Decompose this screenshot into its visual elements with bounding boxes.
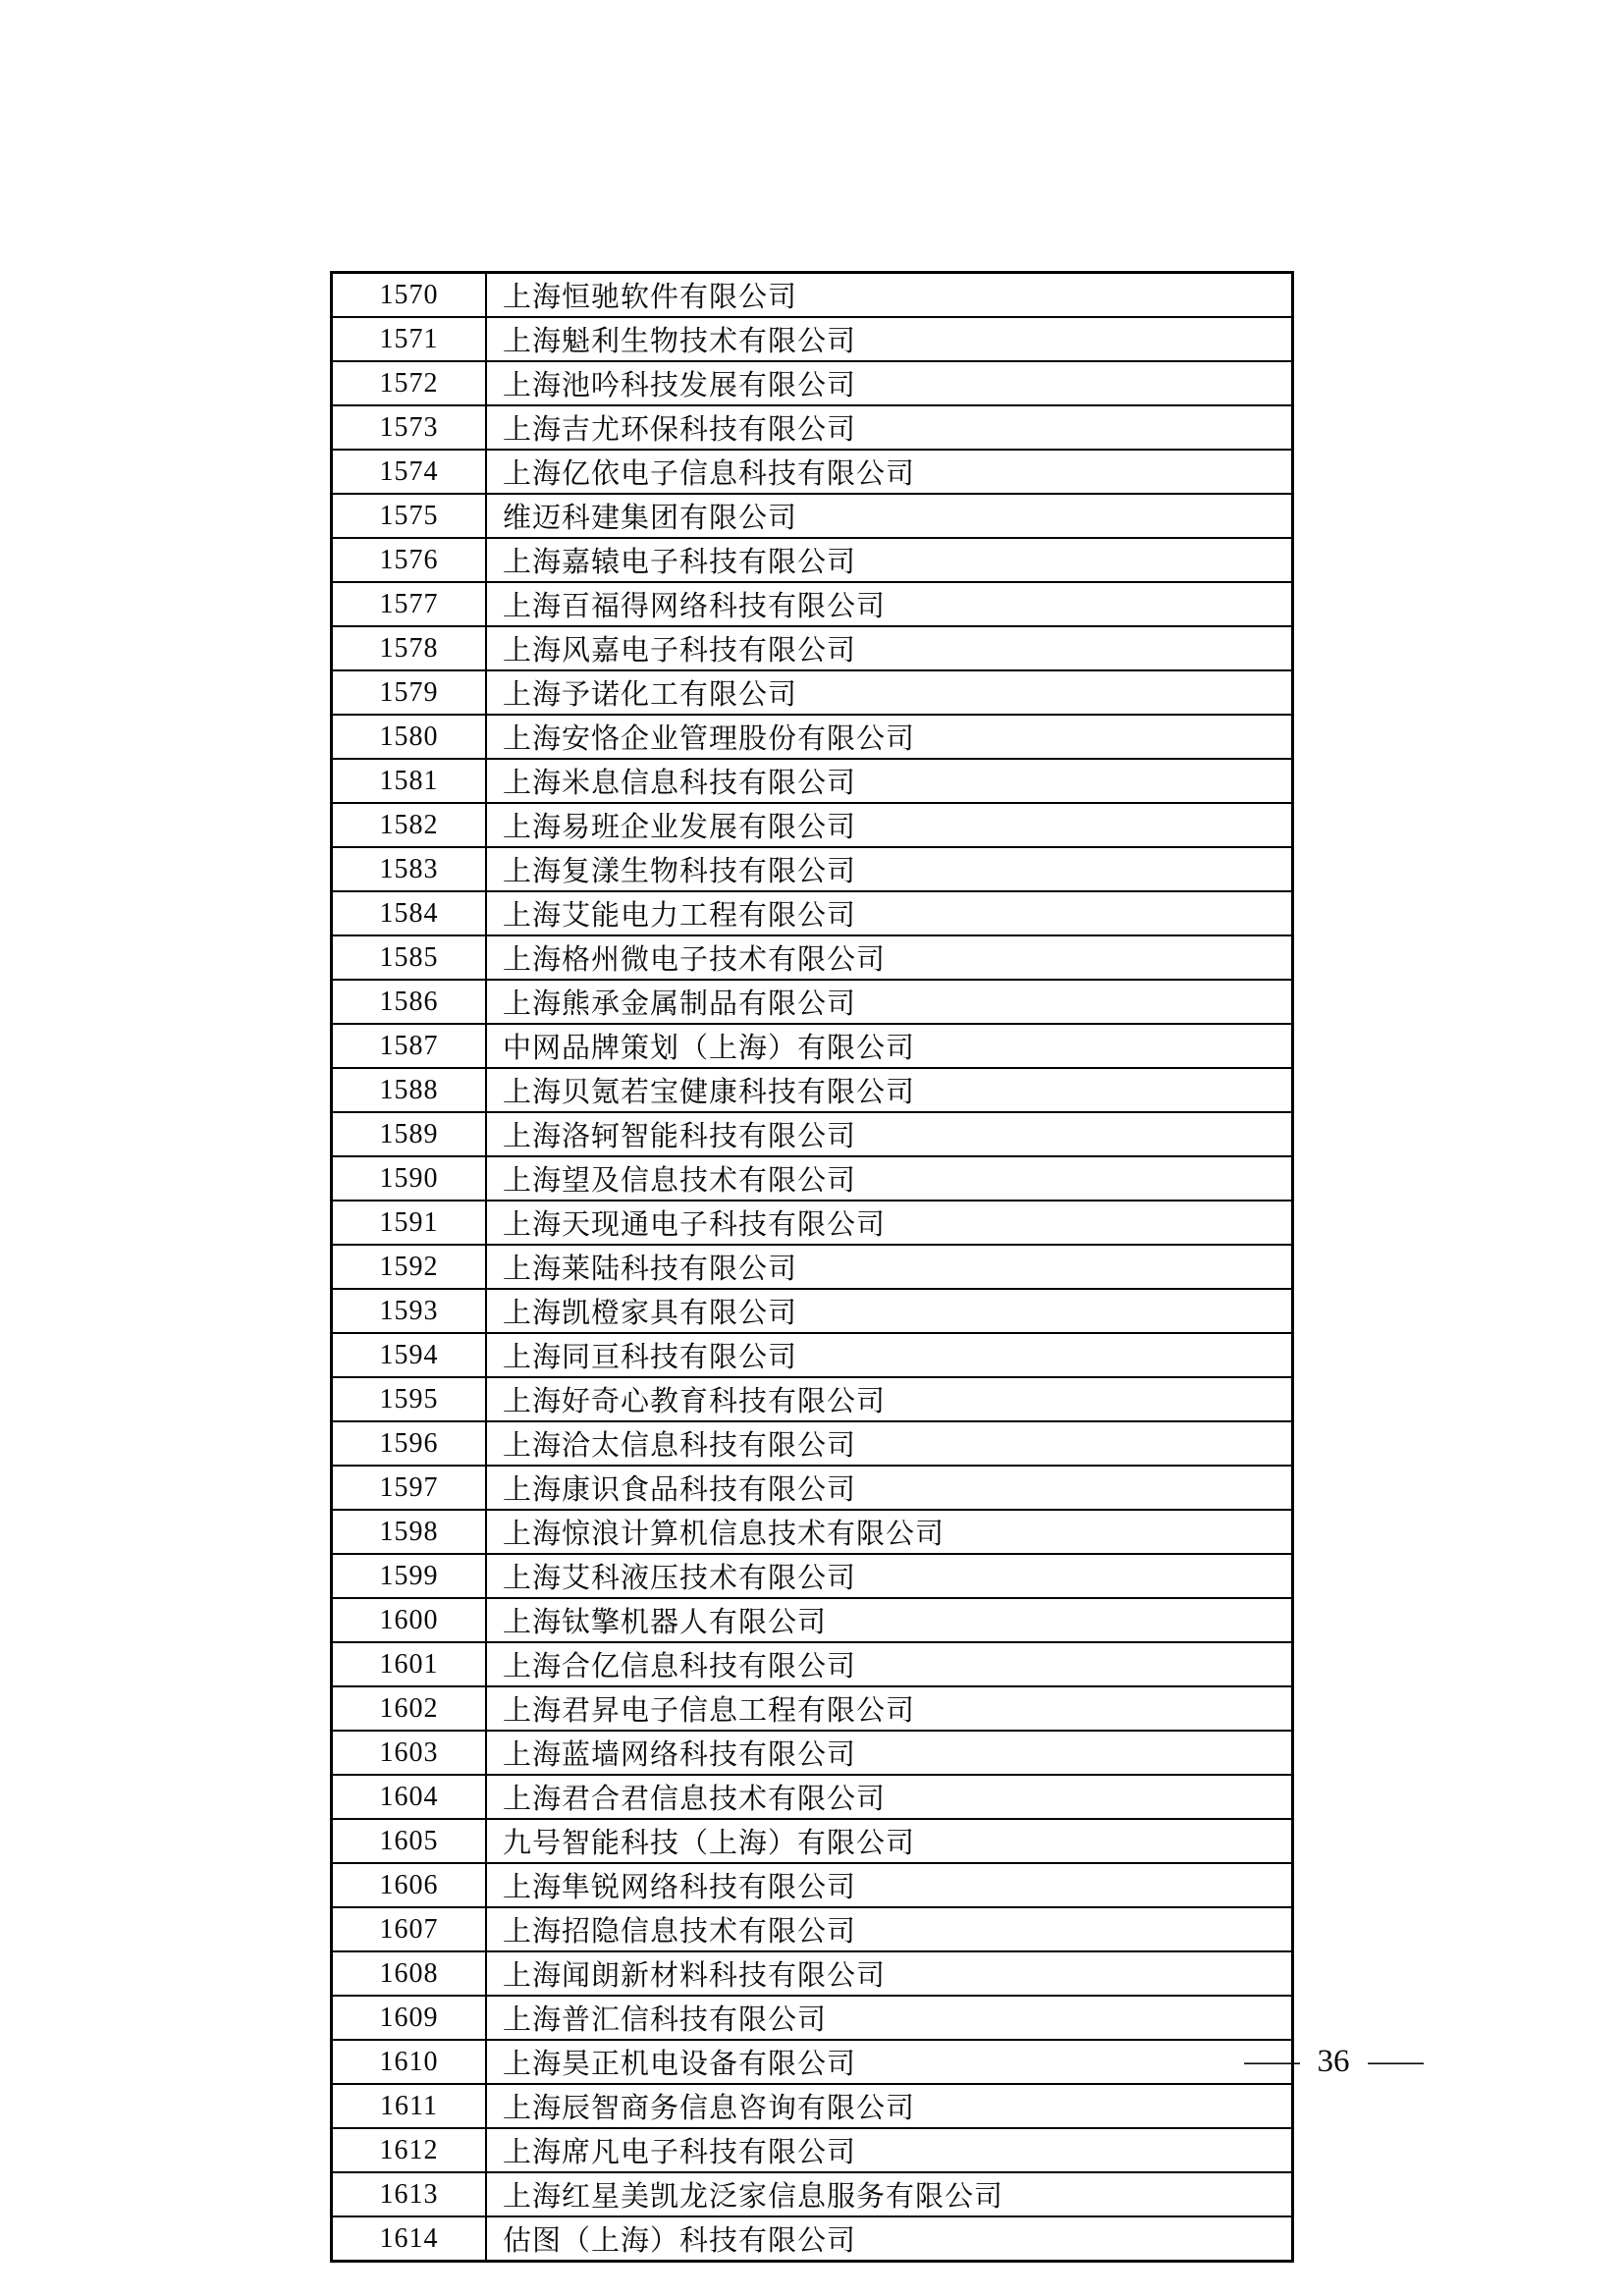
row-serial-number: 1573 bbox=[332, 405, 487, 450]
table-row bbox=[332, 1068, 1293, 1112]
table-row bbox=[332, 538, 1293, 582]
table-row bbox=[332, 1775, 1293, 1819]
row-serial-number: 1599 bbox=[332, 1554, 487, 1598]
row-serial-number: 1586 bbox=[332, 980, 487, 1024]
row-serial-number: 1574 bbox=[332, 450, 487, 494]
company-name: 上海洛轲智能科技有限公司 bbox=[486, 1112, 1293, 1156]
table-row bbox=[332, 2216, 1293, 2262]
table-row bbox=[332, 1819, 1293, 1863]
company-name: 上海贝氪若宝健康科技有限公司 bbox=[486, 1068, 1293, 1112]
table-row bbox=[332, 803, 1293, 847]
company-name: 上海安恪企业管理股份有限公司 bbox=[486, 715, 1293, 759]
company-name: 上海隼锐网络科技有限公司 bbox=[486, 1863, 1293, 1907]
row-serial-number: 1610 bbox=[332, 2040, 487, 2084]
company-name: 中网品牌策划（上海）有限公司 bbox=[486, 1024, 1293, 1068]
row-serial-number: 1607 bbox=[332, 1907, 487, 1951]
row-serial-number: 1598 bbox=[332, 1510, 487, 1554]
row-serial-number: 1583 bbox=[332, 847, 487, 891]
row-serial-number: 1582 bbox=[332, 803, 487, 847]
company-name: 上海予诺化工有限公司 bbox=[486, 670, 1293, 715]
company-name: 上海熊承金属制品有限公司 bbox=[486, 980, 1293, 1024]
table-row bbox=[332, 1996, 1293, 2040]
row-serial-number: 1579 bbox=[332, 670, 487, 715]
company-name: 上海红星美凯龙泛家信息服务有限公司 bbox=[486, 2172, 1293, 2216]
table-row bbox=[332, 891, 1293, 935]
row-serial-number: 1614 bbox=[332, 2216, 487, 2262]
table-row bbox=[332, 935, 1293, 980]
row-serial-number: 1608 bbox=[332, 1951, 487, 1996]
company-name: 上海亿依电子信息科技有限公司 bbox=[486, 450, 1293, 494]
company-name: 上海合亿信息科技有限公司 bbox=[486, 1642, 1293, 1686]
row-serial-number: 1577 bbox=[332, 582, 487, 626]
row-serial-number: 1585 bbox=[332, 935, 487, 980]
company-name: 上海钛擎机器人有限公司 bbox=[486, 1598, 1293, 1642]
table-row bbox=[332, 1201, 1293, 1245]
table-row bbox=[332, 715, 1293, 759]
table-row bbox=[332, 2128, 1293, 2172]
row-serial-number: 1580 bbox=[332, 715, 487, 759]
row-serial-number: 1587 bbox=[332, 1024, 487, 1068]
company-name: 上海易班企业发展有限公司 bbox=[486, 803, 1293, 847]
table-row bbox=[332, 626, 1293, 670]
company-name: 上海风嘉电子科技有限公司 bbox=[486, 626, 1293, 670]
company-name: 上海凯橙家具有限公司 bbox=[486, 1289, 1293, 1333]
row-serial-number: 1584 bbox=[332, 891, 487, 935]
table-row bbox=[332, 1289, 1293, 1333]
table-row bbox=[332, 1510, 1293, 1554]
company-name: 估图（上海）科技有限公司 bbox=[486, 2216, 1293, 2262]
page-footer bbox=[1235, 2044, 1432, 2080]
row-serial-number: 1591 bbox=[332, 1201, 487, 1245]
row-serial-number: 1604 bbox=[332, 1775, 487, 1819]
footer-dash-right: — bbox=[1367, 2044, 1424, 2079]
row-serial-number: 1606 bbox=[332, 1863, 487, 1907]
table-row bbox=[332, 317, 1293, 361]
row-serial-number: 1600 bbox=[332, 1598, 487, 1642]
row-serial-number: 1593 bbox=[332, 1289, 487, 1333]
table-row bbox=[332, 361, 1293, 405]
table-row bbox=[332, 1863, 1293, 1907]
row-serial-number: 1589 bbox=[332, 1112, 487, 1156]
table-row bbox=[332, 405, 1293, 450]
row-serial-number: 1578 bbox=[332, 626, 487, 670]
row-serial-number: 1612 bbox=[332, 2128, 487, 2172]
company-name: 上海复漾生物科技有限公司 bbox=[486, 847, 1293, 891]
table-row bbox=[332, 1333, 1293, 1377]
table-row bbox=[332, 1245, 1293, 1289]
table-row bbox=[332, 2084, 1293, 2128]
table-row bbox=[332, 1907, 1293, 1951]
table-row bbox=[332, 1642, 1293, 1686]
row-serial-number: 1576 bbox=[332, 538, 487, 582]
row-serial-number: 1595 bbox=[332, 1377, 487, 1421]
company-name: 上海惊浪计算机信息技术有限公司 bbox=[486, 1510, 1293, 1554]
company-name: 上海恒驰软件有限公司 bbox=[486, 273, 1293, 318]
table-row bbox=[332, 450, 1293, 494]
row-serial-number: 1570 bbox=[332, 273, 487, 318]
table-row bbox=[332, 2040, 1293, 2084]
company-name: 上海同亘科技有限公司 bbox=[486, 1333, 1293, 1377]
company-list-table bbox=[330, 271, 1294, 2263]
row-serial-number: 1611 bbox=[332, 2084, 487, 2128]
company-name: 上海格州微电子技术有限公司 bbox=[486, 935, 1293, 980]
table-row bbox=[332, 1731, 1293, 1775]
company-name: 上海昊正机电设备有限公司 bbox=[486, 2040, 1293, 2084]
company-name: 上海百福得网络科技有限公司 bbox=[486, 582, 1293, 626]
company-name: 上海洽太信息科技有限公司 bbox=[486, 1421, 1293, 1466]
table-row bbox=[332, 1421, 1293, 1466]
row-serial-number: 1603 bbox=[332, 1731, 487, 1775]
company-name: 上海艾科液压技术有限公司 bbox=[486, 1554, 1293, 1598]
footer-dash-left: — bbox=[1243, 2044, 1300, 2079]
company-name: 上海天现通电子科技有限公司 bbox=[486, 1201, 1293, 1245]
company-name: 上海君合君信息技术有限公司 bbox=[486, 1775, 1293, 1819]
table-row bbox=[332, 494, 1293, 538]
table-row bbox=[332, 1156, 1293, 1201]
company-name: 上海艾能电力工程有限公司 bbox=[486, 891, 1293, 935]
company-name: 上海辰智商务信息咨询有限公司 bbox=[486, 2084, 1293, 2128]
company-name: 上海莱陆科技有限公司 bbox=[486, 1245, 1293, 1289]
table-row bbox=[332, 1686, 1293, 1731]
table-row bbox=[332, 847, 1293, 891]
company-name: 上海望及信息技术有限公司 bbox=[486, 1156, 1293, 1201]
company-name: 上海康识食品科技有限公司 bbox=[486, 1466, 1293, 1510]
row-serial-number: 1601 bbox=[332, 1642, 487, 1686]
table-body bbox=[332, 273, 1293, 2262]
row-serial-number: 1590 bbox=[332, 1156, 487, 1201]
row-serial-number: 1596 bbox=[332, 1421, 487, 1466]
company-name: 上海米息信息科技有限公司 bbox=[486, 759, 1293, 803]
table-row bbox=[332, 759, 1293, 803]
table-row bbox=[332, 670, 1293, 715]
company-name: 上海好奇心教育科技有限公司 bbox=[486, 1377, 1293, 1421]
table-row bbox=[332, 1951, 1293, 1996]
row-serial-number: 1602 bbox=[332, 1686, 487, 1731]
row-serial-number: 1575 bbox=[332, 494, 487, 538]
company-name: 上海嘉辕电子科技有限公司 bbox=[486, 538, 1293, 582]
table-row bbox=[332, 1377, 1293, 1421]
table-row bbox=[332, 2172, 1293, 2216]
row-serial-number: 1613 bbox=[332, 2172, 487, 2216]
table-row bbox=[332, 1112, 1293, 1156]
row-serial-number: 1571 bbox=[332, 317, 487, 361]
company-name: 上海吉尤环保科技有限公司 bbox=[486, 405, 1293, 450]
table-row bbox=[332, 1598, 1293, 1642]
row-serial-number: 1594 bbox=[332, 1333, 487, 1377]
page-number: 36 bbox=[1317, 2044, 1350, 2079]
row-serial-number: 1597 bbox=[332, 1466, 487, 1510]
row-serial-number: 1581 bbox=[332, 759, 487, 803]
company-name: 九号智能科技（上海）有限公司 bbox=[486, 1819, 1293, 1863]
table-row bbox=[332, 1024, 1293, 1068]
company-name: 上海君昇电子信息工程有限公司 bbox=[486, 1686, 1293, 1731]
row-serial-number: 1588 bbox=[332, 1068, 487, 1112]
table-row bbox=[332, 980, 1293, 1024]
company-name: 上海蓝墙网络科技有限公司 bbox=[486, 1731, 1293, 1775]
company-name: 上海魁利生物技术有限公司 bbox=[486, 317, 1293, 361]
company-name: 上海普汇信科技有限公司 bbox=[486, 1996, 1293, 2040]
table-row bbox=[332, 273, 1293, 318]
row-serial-number: 1592 bbox=[332, 1245, 487, 1289]
table-row bbox=[332, 1554, 1293, 1598]
company-name: 上海招隐信息技术有限公司 bbox=[486, 1907, 1293, 1951]
row-serial-number: 1605 bbox=[332, 1819, 487, 1863]
table-row bbox=[332, 582, 1293, 626]
table-row bbox=[332, 1466, 1293, 1510]
row-serial-number: 1572 bbox=[332, 361, 487, 405]
company-name: 上海席凡电子科技有限公司 bbox=[486, 2128, 1293, 2172]
company-name: 维迈科建集团有限公司 bbox=[486, 494, 1293, 538]
company-name: 上海池吟科技发展有限公司 bbox=[486, 361, 1293, 405]
row-serial-number: 1609 bbox=[332, 1996, 487, 2040]
company-name: 上海闻朗新材料科技有限公司 bbox=[486, 1951, 1293, 1996]
